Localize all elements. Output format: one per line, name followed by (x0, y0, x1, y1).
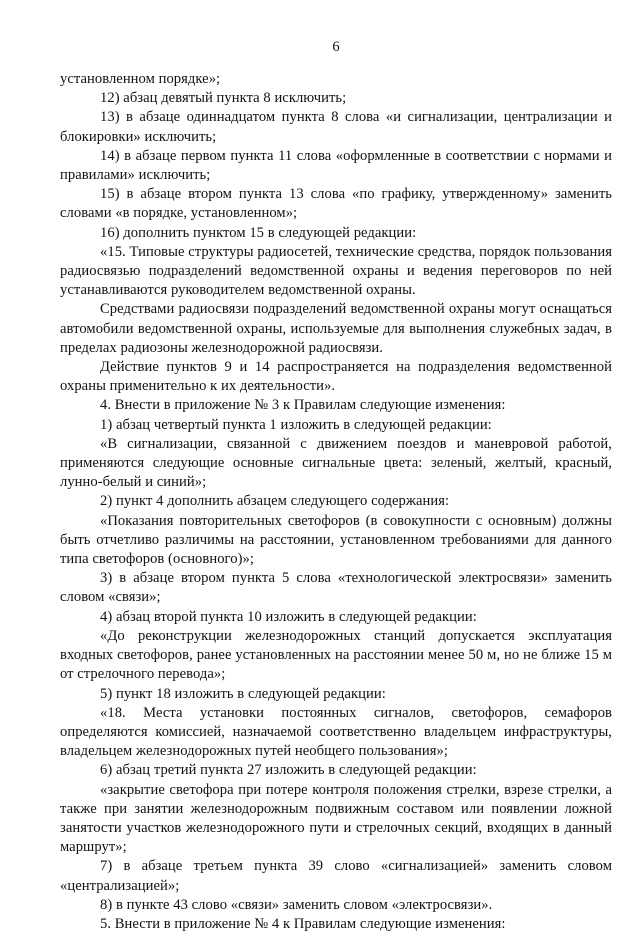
paragraph: «До реконструкции железнодорожных станций допускается эксплуатация входных светофоров, ранее установленных на расстоянии менее 50 м, но не ближе 15 м от стрелочного перевода»; (60, 627, 612, 683)
paragraph: 7) в абзаце третьем пункта 39 слово «сигнализацией» заменить словом «централизацией»; (60, 858, 612, 894)
paragraph: Средствами радиосвязи подразделений ведомственной охраны могут оснащаться автомобили ведомственной охраны, используемые для выполнения служебных задач, в пределах радиозоны железнодорожной радиосвязи. (60, 301, 612, 356)
paragraph: 13) в абзаце одиннадцатом пункта 8 слова «и сигнализации, централизации и блокировки» исключить; (60, 109, 612, 145)
paragraph: Действие пунктов 9 и 14 распространяется на подразделения ведомственной охраны применительно к их деятельности». (60, 359, 612, 395)
paragraph: 5) пункт 18 изложить в следующей редакции: (100, 685, 386, 702)
paragraph: «15. Типовые структуры радиосетей, технические средства, порядок пользования радиосвязью подразделений ведомственной охраны и ведения переговоров по ней устанавливаются руководителем ведомственной охраны. (60, 243, 612, 299)
paragraph: «Показания повторительных светофоров (в совокупности с основным) должны быть отчетливо различимы на расстоянии, установленном требованиями для данного типа светофоров (основного)»; (60, 512, 612, 568)
paragraph: «закрытие светофора при потере контроля положения стрелки, взрезе стрелки, а также при занятии железнодорожным подвижным составом или появлении ложной занятости участков железнодорожного пути и стрелочных секций, входящих в данный маршрут»; (60, 781, 612, 856)
paragraph: 12) абзац девятый пункта 8 исключить; (100, 90, 347, 107)
paragraph: 4) абзац второй пункта 10 изложить в следующей редакции: (100, 608, 477, 625)
paragraph: 3) в абзаце втором пункта 5 слова «технологической электросвязи» заменить словом «связи»; (60, 570, 612, 606)
paragraph: 14) в абзаце первом пункта 11 слова «оформленные в соответствии с нормами и правилами» исключить; (60, 147, 612, 184)
paragraph: 5. Внести в приложение № 4 к Правилам следующие изменения: (100, 915, 506, 932)
paragraph: 4. Внести в приложение № 3 к Правилам следующие изменения: (100, 397, 506, 414)
paragraph: «В сигнализации, связанной с движением поездов и маневровой работой, применяются следующие основные сигнальные цвета: зеленый, желтый, красный, лунно-белый и синий»; (60, 435, 612, 491)
paragraph: «18. Места установки постоянных сигналов, светофоров, семафоров определяются комиссией, назначаемой соответственно владельцем инфраструктуры, владельцем железнодорожных путей необщего пользования»; (60, 704, 612, 760)
paragraph: 15) в абзаце втором пункта 13 слова «по графику, утвержденному» заменить словами «в порядке, установленном»; (60, 186, 612, 222)
paragraph: установленном порядке»; (60, 71, 221, 87)
paragraph: 1) абзац четвертый пункта 1 изложить в следующей редакции: (100, 416, 492, 433)
paragraph: 16) дополнить пунктом 15 в следующей редакции: (100, 224, 417, 241)
document-body (60, 70, 612, 934)
paragraph: 8) в пункте 43 слово «связи» заменить словом «электросвязи». (100, 896, 493, 913)
page-number: 6 (332, 39, 340, 55)
paragraph: 6) абзац третий пункта 27 изложить в следующей редакции: (100, 762, 477, 779)
paragraph: 2) пункт 4 дополнить абзацем следующего содержания: (100, 493, 450, 510)
